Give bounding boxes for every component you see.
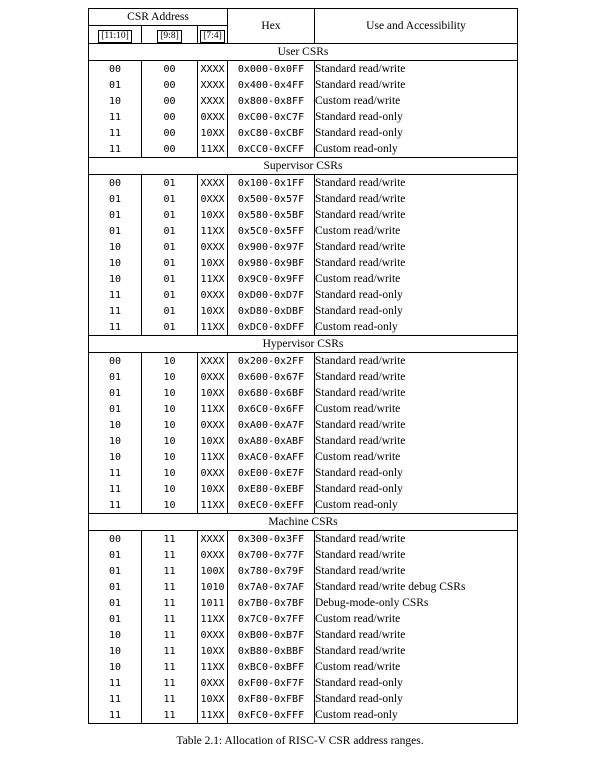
bits-7-4-cell: 10XX xyxy=(198,691,228,707)
use-accessibility-cell: Standard read-only xyxy=(315,482,403,495)
bits-7-4-cell: 11XX xyxy=(198,141,228,158)
bits-7-4-cell: 11XX xyxy=(198,319,228,336)
table-row xyxy=(89,255,518,271)
table-row xyxy=(89,385,518,401)
bits-11-10-cell: 11 xyxy=(89,675,142,691)
bits-11-10-cell: 01 xyxy=(89,385,142,401)
bits-7-4-cell: 11XX xyxy=(198,401,228,417)
use-accessibility-cell: Standard read-only xyxy=(315,466,403,479)
hex-range-cell: 0x7C0-0x7FF xyxy=(228,611,315,627)
bit-range-7-4-label: [7:4] xyxy=(200,30,224,43)
bits-9-8-cell: 10 xyxy=(142,353,198,370)
bits-11-10-cell: 10 xyxy=(89,93,142,109)
bits-7-4-cell: 0XXX xyxy=(198,627,228,643)
use-accessibility-cell: Standard read/write xyxy=(315,434,406,447)
bits-11-10-cell: 11 xyxy=(89,109,142,125)
table-row xyxy=(89,109,518,125)
bits-9-8-cell: 00 xyxy=(142,141,198,158)
bits-7-4-cell: 1010 xyxy=(198,579,228,595)
bits-11-10-cell: 10 xyxy=(89,643,142,659)
use-accessibility-cell: Debug-mode-only CSRs xyxy=(315,596,429,609)
table-row xyxy=(89,611,518,627)
table-row xyxy=(89,353,518,370)
bits-11-10-cell: 01 xyxy=(89,223,142,239)
bits-7-4-cell: XXXX xyxy=(198,61,228,78)
bits-7-4-cell: 10XX xyxy=(198,481,228,497)
bits-11-10-cell: 11 xyxy=(89,481,142,497)
bits-9-8-cell: 00 xyxy=(142,93,198,109)
use-accessibility-cell: Custom read/write xyxy=(315,224,401,237)
bits-11-10-cell: 11 xyxy=(89,465,142,481)
section-header-row xyxy=(89,514,518,531)
table-row xyxy=(89,675,518,691)
hex-header: Hex xyxy=(228,9,315,44)
hex-range-cell: 0x7A0-0x7AF xyxy=(228,579,315,595)
use-accessibility-cell: Standard read-only xyxy=(315,692,403,705)
bits-7-4-cell: 11XX xyxy=(198,223,228,239)
bit-range-cell xyxy=(89,26,142,44)
bits-9-8-cell: 10 xyxy=(142,401,198,417)
use-accessibility-cell: Custom read-only xyxy=(315,708,398,721)
bits-11-10-cell: 11 xyxy=(89,497,142,514)
use-accessibility-cell: Standard read-only xyxy=(315,288,403,301)
bits-7-4-cell: 0XXX xyxy=(198,547,228,563)
csr-table-body xyxy=(89,44,518,724)
bits-9-8-cell: 10 xyxy=(142,465,198,481)
bits-7-4-cell: XXXX xyxy=(198,77,228,93)
use-accessibility-cell: Standard read/write xyxy=(315,548,406,561)
table-row xyxy=(89,287,518,303)
bits-11-10-cell: 10 xyxy=(89,449,142,465)
hex-range-cell: 0x800-0x8FF xyxy=(228,93,315,109)
bits-9-8-cell: 00 xyxy=(142,77,198,93)
use-accessibility-cell: Standard read/write xyxy=(315,62,406,75)
hex-range-cell: 0x7B0-0x7BF xyxy=(228,595,315,611)
hex-range-cell: 0xC80-0xCBF xyxy=(228,125,315,141)
hex-range-cell: 0x500-0x57F xyxy=(228,191,315,207)
bits-11-10-cell: 11 xyxy=(89,287,142,303)
bits-11-10-cell: 01 xyxy=(89,401,142,417)
hex-range-cell: 0xEC0-0xEFF xyxy=(228,497,315,514)
bits-11-10-cell: 11 xyxy=(89,707,142,724)
hex-range-cell: 0xDC0-0xDFF xyxy=(228,319,315,336)
hex-range-cell: 0xE80-0xEBF xyxy=(228,481,315,497)
use-accessibility-cell: Standard read/write xyxy=(315,532,406,545)
bits-7-4-cell: 11XX xyxy=(198,659,228,675)
bits-7-4-cell: 1011 xyxy=(198,595,228,611)
bit-range-9-8-label: [9:8] xyxy=(157,30,181,43)
hex-range-cell: 0x680-0x6BF xyxy=(228,385,315,401)
bits-11-10-cell: 01 xyxy=(89,77,142,93)
hex-range-cell: 0x9C0-0x9FF xyxy=(228,271,315,287)
bits-7-4-cell: 10XX xyxy=(198,643,228,659)
use-accessibility-cell: Standard read/write debug CSRs xyxy=(315,580,466,593)
bits-11-10-cell: 00 xyxy=(89,531,142,548)
bits-7-4-cell: XXXX xyxy=(198,531,228,548)
bits-7-4-cell: 0XXX xyxy=(198,191,228,207)
bits-11-10-cell: 00 xyxy=(89,61,142,78)
bits-9-8-cell: 00 xyxy=(142,125,198,141)
hex-range-cell: 0x5C0-0x5FF xyxy=(228,223,315,239)
table-row xyxy=(89,547,518,563)
section-header-row xyxy=(89,44,518,61)
bits-9-8-cell: 11 xyxy=(142,691,198,707)
use-accessibility-cell: Standard read/write xyxy=(315,256,406,269)
bits-11-10-cell: 01 xyxy=(89,547,142,563)
bits-9-8-cell: 10 xyxy=(142,417,198,433)
table-row xyxy=(89,595,518,611)
table-row xyxy=(89,401,518,417)
bits-7-4-cell: 11XX xyxy=(198,611,228,627)
table-caption: Table 2.1: Allocation of RISC-V CSR address ranges. xyxy=(176,735,424,747)
hex-range-cell: 0x900-0x97F xyxy=(228,239,315,255)
bits-11-10-cell: 11 xyxy=(89,691,142,707)
hex-range-cell: 0xAC0-0xAFF xyxy=(228,449,315,465)
bits-7-4-cell: 0XXX xyxy=(198,417,228,433)
table-row xyxy=(89,93,518,109)
bits-7-4-cell: XXXX xyxy=(198,353,228,370)
section-header-row xyxy=(89,336,518,353)
section-title: Machine CSRs xyxy=(89,514,518,531)
hex-range-cell: 0xD00-0xD7F xyxy=(228,287,315,303)
use-accessibility-cell: Standard read/write xyxy=(315,354,406,367)
section-title: Supervisor CSRs xyxy=(89,158,518,175)
bits-11-10-cell: 10 xyxy=(89,271,142,287)
use-accessibility-cell: Custom read/write xyxy=(315,94,401,107)
bits-9-8-cell: 01 xyxy=(142,191,198,207)
bits-11-10-cell: 01 xyxy=(89,191,142,207)
bits-7-4-cell: 100X xyxy=(198,563,228,579)
use-accessibility-cell: Custom read/write xyxy=(315,612,401,625)
section-title: User CSRs xyxy=(89,44,518,61)
bits-11-10-cell: 10 xyxy=(89,239,142,255)
table-row xyxy=(89,319,518,336)
bits-7-4-cell: 10XX xyxy=(198,207,228,223)
section-header-row xyxy=(89,158,518,175)
bits-11-10-cell: 11 xyxy=(89,303,142,319)
bits-9-8-cell: 10 xyxy=(142,369,198,385)
bits-7-4-cell: 0XXX xyxy=(198,465,228,481)
table-row xyxy=(89,417,518,433)
use-accessibility-cell: Custom read-only xyxy=(315,142,398,155)
bits-7-4-cell: 10XX xyxy=(198,303,228,319)
bits-9-8-cell: 01 xyxy=(142,255,198,271)
table-row xyxy=(89,191,518,207)
use-accessibility-cell: Standard read/write xyxy=(315,628,406,641)
bits-9-8-cell: 01 xyxy=(142,271,198,287)
hex-range-cell: 0x780-0x79F xyxy=(228,563,315,579)
bits-7-4-cell: 11XX xyxy=(198,497,228,514)
use-accessibility-cell: Custom read-only xyxy=(315,498,398,511)
hex-range-cell: 0x980-0x9BF xyxy=(228,255,315,271)
bits-9-8-cell: 01 xyxy=(142,175,198,192)
bits-9-8-cell: 00 xyxy=(142,109,198,125)
hex-range-cell: 0xF00-0xF7F xyxy=(228,675,315,691)
hex-range-cell: 0x580-0x5BF xyxy=(228,207,315,223)
bit-range-cell xyxy=(198,26,228,44)
bits-11-10-cell: 11 xyxy=(89,319,142,336)
hex-range-cell: 0x200-0x2FF xyxy=(228,353,315,370)
bits-9-8-cell: 11 xyxy=(142,563,198,579)
bits-11-10-cell: 01 xyxy=(89,611,142,627)
bits-9-8-cell: 01 xyxy=(142,207,198,223)
hex-range-cell: 0xCC0-0xCFF xyxy=(228,141,315,158)
bits-7-4-cell: XXXX xyxy=(198,175,228,192)
use-accessibility-cell: Standard read/write xyxy=(315,386,406,399)
hex-range-cell: 0xA80-0xABF xyxy=(228,433,315,449)
bits-9-8-cell: 01 xyxy=(142,303,198,319)
bits-7-4-cell: XXXX xyxy=(198,93,228,109)
use-accessibility-cell: Standard read/write xyxy=(315,644,406,657)
bits-11-10-cell: 01 xyxy=(89,595,142,611)
hex-range-cell: 0xD80-0xDBF xyxy=(228,303,315,319)
table-row xyxy=(89,627,518,643)
bits-9-8-cell: 01 xyxy=(142,239,198,255)
bits-11-10-cell: 10 xyxy=(89,433,142,449)
bits-7-4-cell: 0XXX xyxy=(198,109,228,125)
table-row xyxy=(89,141,518,158)
table-row xyxy=(89,239,518,255)
bits-9-8-cell: 01 xyxy=(142,319,198,336)
use-accessibility-cell: Custom read/write xyxy=(315,272,401,285)
hex-range-cell: 0xE00-0xE7F xyxy=(228,465,315,481)
table-row xyxy=(89,175,518,192)
use-accessibility-cell: Standard read-only xyxy=(315,676,403,689)
use-accessibility-cell: Standard read/write xyxy=(315,176,406,189)
table-row xyxy=(89,563,518,579)
bits-7-4-cell: 10XX xyxy=(198,255,228,271)
use-accessibility-cell: Custom read/write xyxy=(315,402,401,415)
bits-9-8-cell: 11 xyxy=(142,707,198,724)
table-row xyxy=(89,207,518,223)
use-accessibility-cell: Standard read/write xyxy=(315,240,406,253)
table-row xyxy=(89,271,518,287)
bits-9-8-cell: 10 xyxy=(142,481,198,497)
bits-11-10-cell: 00 xyxy=(89,175,142,192)
bits-11-10-cell: 11 xyxy=(89,141,142,158)
bits-7-4-cell: 0XXX xyxy=(198,675,228,691)
hex-range-cell: 0xB00-0xB7F xyxy=(228,627,315,643)
bits-11-10-cell: 01 xyxy=(89,579,142,595)
table-row xyxy=(89,465,518,481)
bits-9-8-cell: 11 xyxy=(142,659,198,675)
bits-9-8-cell: 11 xyxy=(142,579,198,595)
table-row xyxy=(89,223,518,239)
table-row xyxy=(89,643,518,659)
table-row xyxy=(89,497,518,514)
use-accessibility-cell: Standard read/write xyxy=(315,564,406,577)
bits-7-4-cell: 10XX xyxy=(198,125,228,141)
use-accessibility-cell: Standard read/write xyxy=(315,192,406,205)
table-row xyxy=(89,691,518,707)
bits-11-10-cell: 10 xyxy=(89,627,142,643)
bits-9-8-cell: 11 xyxy=(142,595,198,611)
bits-9-8-cell: 11 xyxy=(142,643,198,659)
bits-9-8-cell: 11 xyxy=(142,531,198,548)
bits-7-4-cell: 0XXX xyxy=(198,287,228,303)
bits-9-8-cell: 10 xyxy=(142,433,198,449)
use-accessibility-cell: Standard read/write xyxy=(315,370,406,383)
hex-range-cell: 0x000-0x0FF xyxy=(228,61,315,78)
hex-range-cell: 0xB80-0xBBF xyxy=(228,643,315,659)
bits-9-8-cell: 10 xyxy=(142,385,198,401)
use-accessibility-cell: Custom read-only xyxy=(315,320,398,333)
bits-9-8-cell: 11 xyxy=(142,547,198,563)
bits-11-10-cell: 01 xyxy=(89,207,142,223)
hex-range-cell: 0x700-0x77F xyxy=(228,547,315,563)
table-row xyxy=(89,707,518,724)
csr-address-table xyxy=(88,8,518,724)
bits-11-10-cell: 00 xyxy=(89,353,142,370)
table-row xyxy=(89,61,518,78)
use-accessibility-cell: Standard read-only xyxy=(315,126,403,139)
bits-7-4-cell: 10XX xyxy=(198,385,228,401)
hex-range-cell: 0x600-0x67F xyxy=(228,369,315,385)
bits-7-4-cell: 10XX xyxy=(198,433,228,449)
bits-11-10-cell: 10 xyxy=(89,417,142,433)
table-row xyxy=(89,303,518,319)
bits-9-8-cell: 00 xyxy=(142,61,198,78)
hex-range-cell: 0x400-0x4FF xyxy=(228,77,315,93)
bits-11-10-cell: 01 xyxy=(89,563,142,579)
hex-range-cell: 0x300-0x3FF xyxy=(228,531,315,548)
hex-range-cell: 0x6C0-0x6FF xyxy=(228,401,315,417)
table-row xyxy=(89,531,518,548)
table-row xyxy=(89,369,518,385)
csr-address-header: CSR Address xyxy=(89,9,228,26)
bits-9-8-cell: 11 xyxy=(142,675,198,691)
bits-11-10-cell: 10 xyxy=(89,659,142,675)
hex-range-cell: 0xF80-0xFBF xyxy=(228,691,315,707)
hex-range-cell: 0x100-0x1FF xyxy=(228,175,315,192)
bits-11-10-cell: 10 xyxy=(89,255,142,271)
bits-7-4-cell: 0XXX xyxy=(198,369,228,385)
table-row xyxy=(89,433,518,449)
use-accessibility-header: Use and Accessibility xyxy=(366,19,466,32)
bits-9-8-cell: 01 xyxy=(142,223,198,239)
use-accessibility-cell: Custom read/write xyxy=(315,450,401,463)
table-row xyxy=(89,481,518,497)
bits-9-8-cell: 11 xyxy=(142,611,198,627)
use-accessibility-cell: Standard read-only xyxy=(315,304,403,317)
hex-range-cell: 0xC00-0xC7F xyxy=(228,109,315,125)
table-row xyxy=(89,77,518,93)
use-accessibility-cell: Custom read/write xyxy=(315,660,401,673)
bits-7-4-cell: 11XX xyxy=(198,449,228,465)
table-row xyxy=(89,579,518,595)
use-accessibility-cell: Standard read-only xyxy=(315,110,403,123)
bits-11-10-cell: 11 xyxy=(89,125,142,141)
bits-7-4-cell: 11XX xyxy=(198,707,228,724)
use-accessibility-cell: Standard read/write xyxy=(315,418,406,431)
bits-9-8-cell: 01 xyxy=(142,287,198,303)
bits-9-8-cell: 10 xyxy=(142,449,198,465)
hex-range-cell: 0xFC0-0xFFF xyxy=(228,707,315,724)
bits-11-10-cell: 01 xyxy=(89,369,142,385)
hex-range-cell: 0xA00-0xA7F xyxy=(228,417,315,433)
section-title: Hypervisor CSRs xyxy=(89,336,518,353)
table-row xyxy=(89,659,518,675)
bits-9-8-cell: 11 xyxy=(142,627,198,643)
bits-7-4-cell: 0XXX xyxy=(198,239,228,255)
use-accessibility-cell: Standard read/write xyxy=(315,78,406,91)
table-row xyxy=(89,449,518,465)
header-row-top xyxy=(89,9,518,26)
use-accessibility-cell: Standard read/write xyxy=(315,208,406,221)
bit-range-11-10-label: [11:10] xyxy=(98,30,132,43)
bits-9-8-cell: 10 xyxy=(142,497,198,514)
bits-7-4-cell: 11XX xyxy=(198,271,228,287)
bit-range-cell xyxy=(142,26,198,44)
table-row xyxy=(89,125,518,141)
hex-range-cell: 0xBC0-0xBFF xyxy=(228,659,315,675)
